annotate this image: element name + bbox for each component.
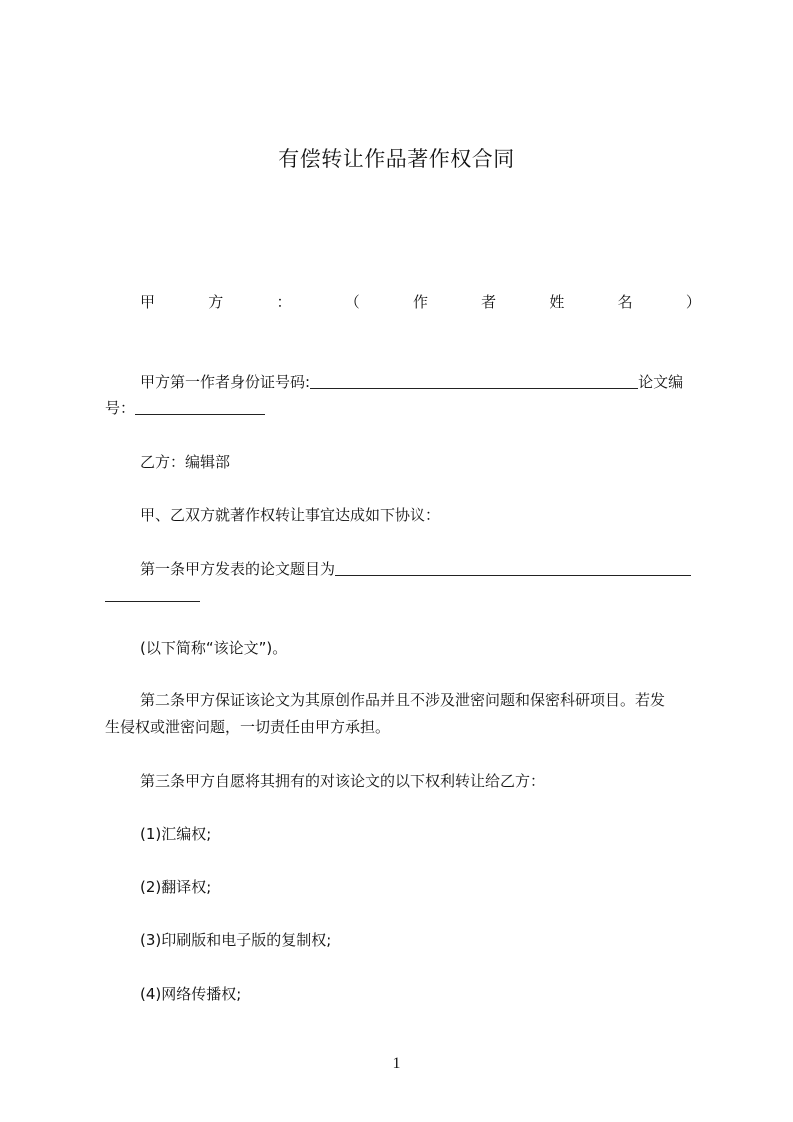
party-a-char: 作 — [412, 293, 428, 311]
article-1-continuation — [105, 585, 200, 605]
id-number-line — [140, 372, 683, 392]
right-item: (1)汇编权; — [140, 825, 212, 843]
article-1-line — [140, 559, 691, 579]
right-item: (3)印刷版和电子版的复制权; — [140, 931, 332, 949]
party-a-char: ） — [685, 293, 701, 311]
party-a-char: （ — [344, 293, 360, 311]
paper-number-label-start: 论文编 — [638, 373, 684, 391]
paper-title-blank-continued[interactable] — [105, 586, 200, 602]
party-a-char: 者 — [481, 293, 497, 311]
paper-number-blank[interactable] — [135, 399, 265, 415]
party-a-char: 方 — [208, 293, 224, 311]
article-2-line-1: 第二条甲方保证该论文为其原创作品并且不涉及泄密问题和保密科研项目。若发 — [140, 691, 666, 709]
party-a-char: 姓 — [549, 293, 565, 311]
article-1-note: (以下简称“该论文”)。 — [140, 639, 288, 657]
party-b-line: 乙方：编辑部 — [140, 453, 231, 471]
id-number-label: 甲方第一作者身份证号码: — [140, 373, 311, 391]
paper-title-blank[interactable] — [335, 560, 691, 576]
article-1-label: 第一条甲方发表的论文题目为 — [140, 560, 336, 578]
id-number-blank[interactable] — [310, 373, 638, 389]
paper-number-line — [105, 398, 265, 418]
party-a-line — [140, 291, 701, 313]
party-a-char: 名 — [617, 293, 633, 311]
article-2-line-2: 生侵权或泄密问题，一切责任由甲方承担。 — [105, 718, 391, 736]
paper-number-label-end: 号： — [105, 399, 136, 417]
party-a-char: ： — [276, 293, 292, 311]
page-number: 1 — [392, 1055, 401, 1072]
party-a-char: 甲 — [140, 293, 156, 311]
right-item: (4)网络传播权; — [140, 985, 242, 1003]
contract-title: 有偿转让作品著作权合同 — [278, 147, 515, 171]
article-3-line: 第三条甲方自愿将其拥有的对该论文的以下权利转让给乙方： — [140, 772, 546, 790]
right-item: (2)翻译权; — [140, 878, 212, 896]
intro-line: 甲、乙双方就著作权转让事宜达成如下协议： — [140, 506, 441, 524]
